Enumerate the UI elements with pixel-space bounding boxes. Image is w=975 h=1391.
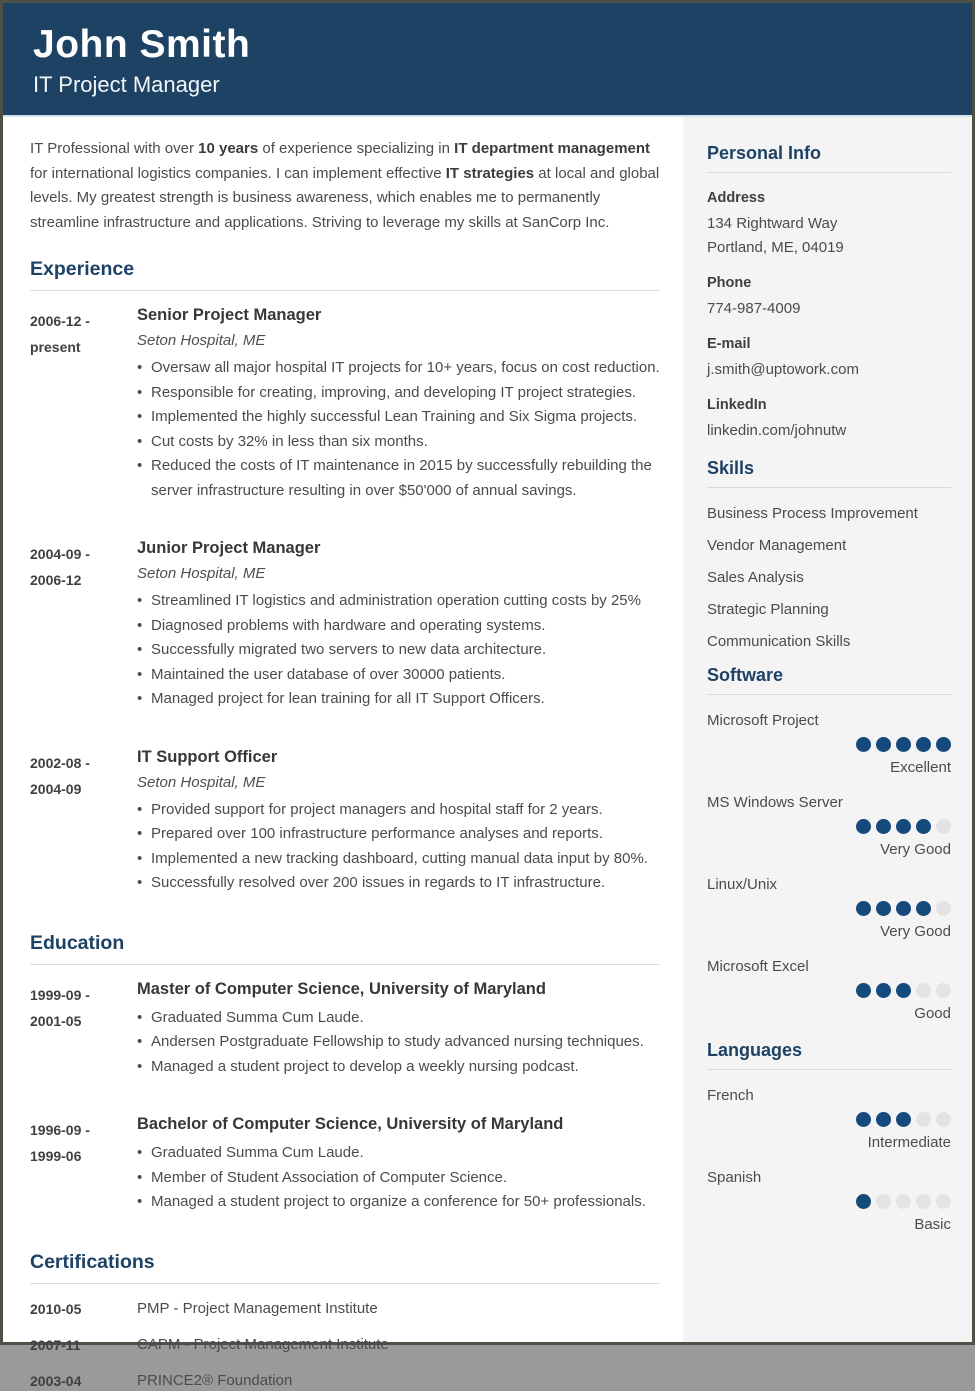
language-item xyxy=(707,1087,951,1153)
skill-item: Strategic Planning xyxy=(707,601,829,618)
entry-date-range xyxy=(30,539,137,712)
entry-body xyxy=(137,539,660,712)
summary-bold-segment: IT strategies xyxy=(445,164,535,182)
language-item xyxy=(707,1169,951,1235)
rating-item-name: MS Windows Server xyxy=(707,794,843,811)
rating-dot xyxy=(916,1112,931,1127)
personal-info-label: Address xyxy=(707,190,766,206)
certification-name: PRINCE2® Foundation xyxy=(137,1371,293,1389)
personal-info-value: linkedin.com/johnutw xyxy=(707,422,847,439)
software-heading: Software xyxy=(707,665,951,695)
date-from: 1999-09 - xyxy=(30,986,90,1003)
rating-dots xyxy=(707,901,951,916)
rating-dot xyxy=(936,819,951,834)
education-entry xyxy=(30,980,660,1080)
personal-info-heading: Personal Info xyxy=(707,143,951,173)
experience-entry xyxy=(30,306,660,503)
rating-level-label: Basic xyxy=(914,1216,951,1233)
entry-company: Seton Hospital, ME xyxy=(137,332,266,349)
rating-level-label: Excellent xyxy=(890,759,951,776)
date-to: 1999-06 xyxy=(30,1148,82,1164)
personal-info-value: Portland, ME, 04019 xyxy=(707,239,844,256)
entry-body xyxy=(137,1115,660,1215)
certification-date: 2003-04 xyxy=(30,1372,82,1389)
entry-bullet: • Responsible for creating, improving, and developing IT project strategies. xyxy=(137,381,660,406)
rating-dot xyxy=(876,737,891,752)
entry-title: Master of Computer Science, University of Maryland xyxy=(137,979,546,998)
entry-body xyxy=(137,306,660,503)
entry-bullet-list xyxy=(137,1141,660,1215)
personal-info-group xyxy=(707,275,951,321)
rating-dots xyxy=(707,737,951,752)
skill-item: Sales Analysis xyxy=(707,569,804,586)
sidebar-column xyxy=(683,117,972,1342)
summary-bold-segment: IT department management xyxy=(454,140,651,157)
experience-entry xyxy=(30,748,660,896)
person-job-title: IT Project Manager xyxy=(33,72,220,97)
software-item xyxy=(707,794,951,860)
rating-dots xyxy=(707,1112,951,1127)
education-heading: Education xyxy=(30,932,660,965)
date-to: 2004-09 xyxy=(30,780,82,797)
entry-date-range xyxy=(30,306,137,503)
rating-dot xyxy=(936,983,951,998)
certification-date: 2007-11 xyxy=(30,1336,81,1353)
entry-title: Bachelor of Computer Science, University of Maryland xyxy=(137,1115,564,1133)
date-from: 2006-12 - xyxy=(30,313,90,329)
rating-dot xyxy=(856,737,871,752)
main-column xyxy=(3,117,683,1389)
certification-row xyxy=(30,1335,660,1355)
rating-level-label: Good xyxy=(914,1005,951,1022)
rating-level-label: Intermediate xyxy=(867,1134,951,1151)
software-item xyxy=(707,876,951,942)
entry-bullet: • Diagnosed problems with hardware and operating systems. xyxy=(137,614,660,639)
experience-heading: Experience xyxy=(30,258,660,291)
summary-segment: of experience specializing in xyxy=(258,140,455,157)
rating-dot xyxy=(876,819,891,834)
entry-bullet: • Prepared over 100 infrastructure performance analyses and reports. xyxy=(137,822,660,847)
date-to: present xyxy=(30,339,81,355)
entry-bullet-list xyxy=(137,1006,660,1080)
rating-dot xyxy=(916,737,931,752)
resume-header xyxy=(3,3,972,117)
date-from: 2002-08 - xyxy=(30,754,90,771)
entry-title: Senior Project Manager xyxy=(137,306,322,324)
entry-bullet: • Successfully migrated two servers to new data architecture. xyxy=(137,638,660,663)
entry-bullet: • Cut costs by 32% in less than six months. xyxy=(137,430,660,455)
certifications-heading: Certifications xyxy=(30,1251,660,1284)
rating-level-label: Very Good xyxy=(880,841,951,858)
entry-bullet-list xyxy=(137,798,660,896)
entry-bullet: • Oversaw all major hospital IT projects for 10+ years, focus on cost reduction. xyxy=(137,356,660,381)
personal-info-label: Phone xyxy=(707,275,752,291)
rating-dot xyxy=(876,983,891,998)
rating-dot xyxy=(876,901,891,916)
entry-company: Seton Hospital, ME xyxy=(137,565,266,582)
personal-info-value: j.smith@uptowork.com xyxy=(707,361,859,378)
rating-dot xyxy=(896,819,911,834)
rating-level-label: Very Good xyxy=(880,923,951,940)
rating-dot xyxy=(916,819,931,834)
entry-bullet: • Managed a student project to develop a weekly nursing podcast. xyxy=(137,1055,660,1080)
languages-heading: Languages xyxy=(707,1040,951,1070)
date-from: 1996-09 - xyxy=(30,1122,90,1138)
summary-segment: IT Professional with over xyxy=(30,140,199,157)
date-to: 2001-05 xyxy=(30,1012,82,1029)
rating-dot xyxy=(916,1194,931,1209)
entry-bullet: • Member of Student Association of Computer Science. xyxy=(137,1166,660,1191)
languages-list xyxy=(707,1087,951,1235)
entry-date-range xyxy=(30,980,137,1080)
entry-bullet: • Maintained the user database of over 30000 patients. xyxy=(137,663,660,688)
entry-bullet: • Graduated Summa Cum Laude. xyxy=(137,1006,660,1031)
rating-dot xyxy=(876,1112,891,1127)
personal-info-label: E-mail xyxy=(707,336,751,352)
rating-dot xyxy=(856,1112,871,1127)
rating-dot xyxy=(896,1194,911,1209)
rating-item-name: Microsoft Project xyxy=(707,712,819,729)
skills-list xyxy=(707,505,951,651)
entry-bullet: • Successfully resolved over 200 issues in regards to IT infrastructure. xyxy=(137,871,660,896)
software-item xyxy=(707,958,951,1024)
certification-row xyxy=(30,1299,660,1319)
rating-dot xyxy=(936,1194,951,1209)
personal-info-group xyxy=(707,397,951,443)
rating-dot xyxy=(896,1112,911,1127)
rating-dot xyxy=(856,1194,871,1209)
personal-info-value: 134 Rightward Way xyxy=(707,215,838,232)
certification-name: CAPM - Project Management Institute xyxy=(137,1335,389,1353)
entry-bullet: • Managed project for lean training for all IT Support Officers. xyxy=(137,687,660,712)
rating-dots xyxy=(707,1194,951,1209)
rating-item-name: French xyxy=(707,1087,754,1104)
entry-bullet: • Andersen Postgraduate Fellowship to study advanced nursing techniques. xyxy=(137,1030,660,1055)
education-entry xyxy=(30,1115,660,1215)
skill-item: Vendor Management xyxy=(707,537,847,554)
rating-dot xyxy=(896,901,911,916)
entry-bullet: • Graduated Summa Cum Laude. xyxy=(137,1141,660,1166)
personal-info-list xyxy=(707,190,951,443)
skill-item: Business Process Improvement xyxy=(707,505,918,522)
person-name: John Smith xyxy=(33,23,251,66)
rating-dot xyxy=(856,819,871,834)
entry-title: IT Support Officer xyxy=(137,747,278,766)
education-list xyxy=(30,980,660,1215)
entry-bullet: • Implemented the highly successful Lean Training and Six Sigma projects. xyxy=(137,405,660,430)
entry-bullet: • Managed a student project to organize a conference for 50+ professionals. xyxy=(137,1190,660,1215)
rating-dots xyxy=(707,983,951,998)
entry-date-range xyxy=(30,1115,137,1215)
rating-dot xyxy=(876,1194,891,1209)
software-list xyxy=(707,712,951,1024)
rating-item-name: Linux/Unix xyxy=(707,876,778,893)
experience-list xyxy=(30,306,660,896)
rating-item-name: Spanish xyxy=(707,1169,762,1186)
rating-dot xyxy=(856,983,871,998)
entry-bullet: • Implemented a new tracking dashboard, cutting manual data input by 80%. xyxy=(137,847,660,872)
entry-title: Junior Project Manager xyxy=(137,539,321,557)
rating-dot xyxy=(896,737,911,752)
entry-bullet: • Reduced the costs of IT maintenance in 2015 by successfully rebuilding the server infrastructure resulting in over $50'000 of annual savings. xyxy=(137,454,660,503)
entry-body xyxy=(137,980,660,1080)
certification-date: 2010-05 xyxy=(30,1300,82,1317)
entry-body xyxy=(137,748,660,896)
entry-bullet-list xyxy=(137,589,660,712)
software-item xyxy=(707,712,951,778)
summary-segment: at local and global levels. My greatest strength is business awareness, which enables me to permanently streamline infrastructure and applications. Striving to leverage my skills at SanCorp Inc. xyxy=(30,164,660,231)
skills-heading: Skills xyxy=(707,458,951,488)
entry-company: Seton Hospital, ME xyxy=(137,773,266,791)
summary-segment: for international logistics companies. I can implement effective xyxy=(30,164,446,182)
summary-bold-segment: 10 years xyxy=(198,140,259,157)
rating-dot xyxy=(916,901,931,916)
entry-bullet: • Provided support for project managers and hospital staff for 2 years. xyxy=(137,798,660,823)
rating-dot xyxy=(856,901,871,916)
skill-item: Communication Skills xyxy=(707,633,851,650)
rating-dot xyxy=(936,1112,951,1127)
certification-row xyxy=(30,1371,660,1391)
rating-dot xyxy=(896,983,911,998)
date-to: 2006-12 xyxy=(30,572,82,588)
certification-name: PMP - Project Management Institute xyxy=(137,1299,378,1317)
personal-info-group xyxy=(707,336,951,382)
resume-body xyxy=(3,117,972,1389)
rating-dots xyxy=(707,819,951,834)
personal-info-group xyxy=(707,190,951,260)
date-from: 2004-09 - xyxy=(30,546,90,562)
entry-bullet: • Streamlined IT logistics and administration operation cutting costs by 25% xyxy=(137,589,660,614)
personal-info-value: 774-987-4009 xyxy=(707,300,801,317)
rating-dot xyxy=(936,901,951,916)
experience-entry xyxy=(30,539,660,712)
entry-date-range xyxy=(30,748,137,896)
rating-item-name: Microsoft Excel xyxy=(707,958,809,975)
rating-dot xyxy=(916,983,931,998)
personal-info-label: LinkedIn xyxy=(707,397,767,413)
certifications-list xyxy=(30,1299,660,1391)
rating-dot xyxy=(936,737,951,752)
summary-text xyxy=(30,137,660,235)
entry-bullet-list xyxy=(137,356,660,503)
